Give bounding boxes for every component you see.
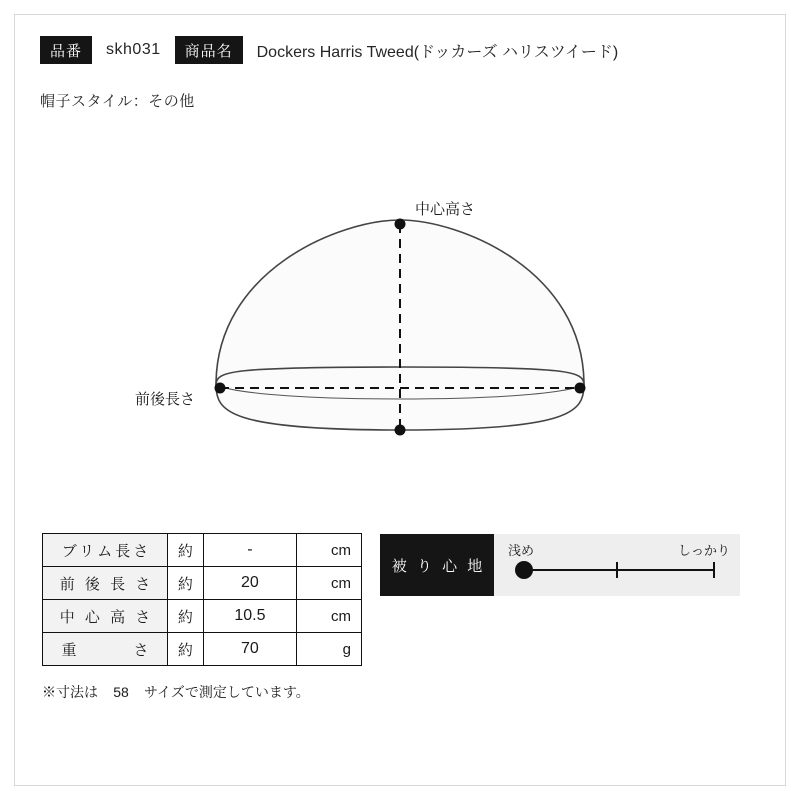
row-approx: 約: [168, 600, 204, 633]
row-value: 70: [203, 633, 296, 666]
fit-marker: [515, 561, 533, 579]
table-row: [43, 534, 362, 567]
measurement-table: [42, 533, 362, 666]
product-code-value: skh031: [106, 41, 161, 58]
fit-feel-scale: [494, 534, 740, 596]
row-key: 前 後 長 さ: [43, 567, 168, 600]
product-name-label: 商品名: [175, 36, 243, 64]
table-row: [43, 600, 362, 633]
table-row: [43, 567, 362, 600]
note-size: 58: [113, 684, 129, 700]
row-key: 重 さ: [43, 633, 168, 666]
point-left: [215, 383, 226, 394]
fit-feel-label: 被 り 心 地: [380, 534, 494, 596]
header-row: [40, 36, 760, 66]
product-code-label: 品番: [40, 36, 92, 64]
row-key: 中 心 高 さ: [43, 600, 168, 633]
point-top: [395, 219, 406, 230]
row-value: 20: [203, 567, 296, 600]
row-unit: cm: [297, 534, 362, 567]
hat-style-line: 帽子スタイル：その他: [40, 93, 195, 110]
row-approx: 約: [168, 534, 204, 567]
row-value: -: [203, 534, 296, 567]
measurement-note: [42, 682, 310, 702]
point-bottom: [395, 425, 406, 436]
row-key: ブリム長さ: [43, 534, 168, 567]
hat-diagram-svg: [40, 140, 760, 500]
row-approx: 約: [168, 633, 204, 666]
product-name-value: Dockers Harris Tweed(ドッカーズ ハリスツイード): [256, 43, 619, 61]
table-row: [43, 633, 362, 666]
fit-feel-block: [380, 534, 740, 596]
row-value: 10.5: [203, 600, 296, 633]
note-suffix: サイズで測定しています。: [144, 684, 310, 700]
fit-shallow-label: 浅め: [508, 543, 535, 558]
row-unit: cm: [297, 600, 362, 633]
center-height-label: 中心高さ: [415, 201, 476, 218]
front-back-label: 前後長さ: [135, 391, 196, 408]
fit-firm-label: しっかり: [677, 543, 730, 558]
hat-diagram: [40, 140, 760, 500]
row-approx: 約: [168, 567, 204, 600]
note-prefix: ※寸法は: [42, 684, 98, 700]
row-unit: cm: [297, 567, 362, 600]
point-right: [575, 383, 586, 394]
row-unit: g: [297, 633, 362, 666]
fit-scale-svg: [494, 534, 740, 596]
